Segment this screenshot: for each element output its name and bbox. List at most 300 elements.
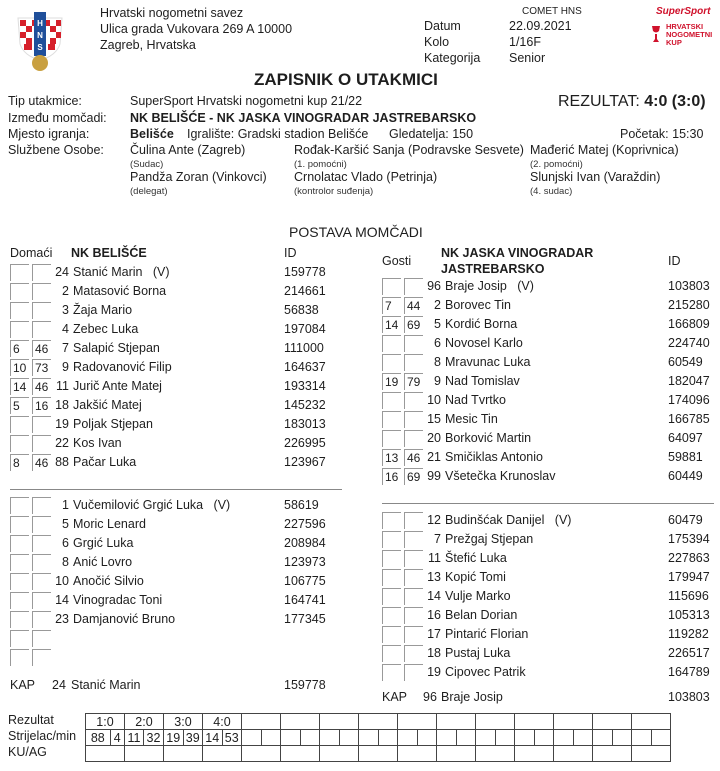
player-name: Borković Martin (445, 431, 532, 445)
system-label: COMET HNS (522, 6, 582, 17)
substitution-box-minute[interactable] (32, 516, 51, 533)
official-assistant-2: Mađerić Matej (Koprivnica) (530, 143, 679, 157)
player-entry (423, 334, 523, 353)
away-captain-id: 103803 (668, 690, 710, 704)
player-name: Pačar Luka (73, 455, 137, 469)
scorer-number-cell (359, 730, 379, 746)
kuag-cell (437, 746, 476, 762)
substitution-box-minute[interactable] (32, 416, 51, 433)
player-entry (51, 320, 138, 339)
player-name: Salapić Stjepan (73, 341, 160, 355)
substitution-box-order[interactable] (10, 573, 29, 590)
goal-minute-cell (261, 730, 281, 746)
player-name: Vinogradac Toni (73, 593, 163, 607)
player-number: 10 (427, 393, 441, 407)
score-cell (281, 714, 320, 730)
player-name: Zebec Luka (73, 322, 139, 336)
substitution-box-order[interactable] (10, 283, 29, 300)
substitution-box-minute[interactable] (404, 354, 423, 371)
substitution-box-order[interactable] (382, 664, 401, 681)
player-name: Belan Dorian (445, 608, 518, 622)
kuag-cell (164, 746, 203, 762)
substitution-box-order[interactable] (10, 649, 29, 666)
player-row (382, 391, 720, 410)
kuag-cell (125, 746, 164, 762)
player-name: Poljak Stjepan (73, 417, 153, 431)
player-number: 9 (434, 374, 441, 388)
result-value: 4:0 (3:0) (644, 93, 706, 110)
substitution-box-order[interactable] (382, 392, 401, 409)
substitution-box-minute[interactable] (404, 588, 423, 605)
kuag-cell (359, 746, 398, 762)
goal-minute-cell: 32 (143, 730, 163, 746)
substitution-box-order[interactable] (382, 335, 401, 352)
goal-minute-cell: 4 (110, 730, 124, 746)
official-fourth-role: (4. sudac) (530, 186, 573, 197)
player-number: 11 (56, 379, 69, 393)
player-id: 58619 (284, 498, 319, 512)
goal-minute-cell (378, 730, 398, 746)
substitution-box-order[interactable] (10, 592, 29, 609)
away-side-label: Gosti (382, 254, 412, 268)
player-entry (423, 644, 510, 663)
document-title: ZAPISNIK O UTAKMICI (254, 70, 438, 89)
player-number: 10 (55, 574, 69, 588)
player-entry (51, 553, 132, 572)
player-number: 4 (62, 322, 69, 336)
substitution-box-minute[interactable] (404, 512, 423, 529)
substitution-box-minute[interactable] (404, 278, 423, 295)
player-number: 5 (434, 317, 441, 331)
player-name: Prežgaj Stjepan (445, 532, 534, 546)
substitution-box-order[interactable] (382, 607, 401, 624)
teams-label: Između momčadi: (8, 111, 107, 125)
substitution-box-minute[interactable] (404, 607, 423, 624)
player-id: 179947 (668, 570, 710, 584)
score-row-scorer (86, 730, 671, 746)
player-entry (423, 530, 533, 549)
player-entry (51, 629, 73, 648)
kategorija-value: Senior (509, 51, 546, 65)
player-row (382, 448, 720, 467)
substitution-box-minute[interactable]: 46 (32, 378, 51, 395)
hns-logo (16, 10, 64, 72)
substitution-box-order[interactable] (382, 512, 401, 529)
substitution-box-minute[interactable] (32, 535, 51, 552)
player-entry (51, 572, 144, 591)
datum-label: Datum (424, 19, 461, 33)
player-entry (51, 591, 162, 610)
player-row (382, 467, 720, 486)
home-team-name: NK BELIŠĆE (71, 246, 147, 260)
kuag-cell (632, 746, 671, 762)
player-entry (423, 568, 506, 587)
scorer-number-cell (476, 730, 496, 746)
scorer-number-cell: 14 (203, 730, 223, 746)
substitution-box-order[interactable] (382, 550, 401, 567)
substitution-box-minute[interactable] (404, 569, 423, 586)
sponsor-logo (648, 4, 718, 54)
player-name: Cipovec Patrik (445, 665, 526, 679)
player-id: 59881 (668, 450, 703, 464)
goal-minute-cell (612, 730, 632, 746)
kuag-cell (86, 746, 125, 762)
player-id: 214661 (284, 284, 326, 298)
substitution-box-order[interactable]: 13 (382, 449, 401, 466)
home-side-label: Domaći (10, 246, 53, 260)
player-number: 23 (55, 612, 69, 626)
player-row (382, 334, 720, 353)
player-number: 8 (434, 355, 441, 369)
substitution-box-order[interactable]: 5 (10, 397, 29, 414)
substitution-box-minute[interactable] (32, 592, 51, 609)
player-name: Anočić Silvio (73, 574, 144, 588)
substitution-box-minute[interactable] (404, 664, 423, 681)
player-row (10, 434, 350, 453)
player-entry (423, 467, 555, 486)
home-captain-label: KAP (10, 678, 36, 692)
score-kuag-label: KU/AG (8, 745, 47, 759)
player-row (382, 410, 720, 429)
substitution-box-minute[interactable] (32, 302, 51, 319)
substitution-box-minute[interactable] (32, 497, 51, 514)
player-number: 19 (427, 665, 441, 679)
substitution-box-order[interactable] (382, 588, 401, 605)
player-row (10, 396, 350, 415)
score-cell (515, 714, 554, 730)
officials-label: Službene Osobe: (8, 143, 104, 157)
player-entry (423, 606, 517, 625)
player-row (382, 315, 720, 334)
substitution-box-minute[interactable]: 73 (32, 359, 51, 376)
player-row (382, 530, 720, 549)
player-name: Stanić Marin (V) (73, 265, 170, 279)
player-entry (423, 391, 506, 410)
trophy-icon (651, 25, 661, 43)
substitution-box-minute[interactable]: 69 (404, 468, 423, 485)
official-fourth: Slunjski Ivan (Varaždin) (530, 170, 661, 184)
player-row (382, 625, 720, 644)
substitution-box-order[interactable]: 7 (382, 297, 401, 314)
score-cell: 1:0 (86, 714, 125, 730)
player-id: 123973 (284, 555, 326, 569)
player-name: Radovanović Filip (73, 360, 172, 374)
substitution-box-order[interactable] (10, 416, 29, 433)
player-row (10, 496, 350, 515)
player-id: 174096 (668, 393, 710, 407)
substitution-box-order[interactable] (382, 278, 401, 295)
player-entry (51, 515, 146, 534)
kuag-cell (320, 746, 359, 762)
player-number: 1 (62, 498, 69, 512)
player-entry (423, 511, 571, 530)
substitution-box-order[interactable]: 6 (10, 340, 29, 357)
datum-value: 22.09.2021 (509, 19, 572, 33)
player-row (382, 568, 720, 587)
player-name: Novosel Karlo (445, 336, 523, 350)
player-entry (51, 282, 166, 301)
substitution-box-order[interactable]: 10 (10, 359, 29, 376)
player-entry (51, 453, 136, 472)
substitution-box-minute[interactable] (404, 550, 423, 567)
substitution-box-order[interactable] (10, 302, 29, 319)
substitution-box-order[interactable]: 14 (382, 316, 401, 333)
teams-value: NK BELIŠĆE - NK JASKA VINOGRADAR JASTREBARSKO (130, 111, 477, 125)
substitution-box-minute[interactable] (32, 435, 51, 452)
player-number: 3 (62, 303, 69, 317)
player-id: 208984 (284, 536, 326, 550)
cup-line-1: HRVATSKI (666, 22, 704, 31)
player-name: Jakšić Matej (73, 398, 142, 412)
player-entry (51, 377, 162, 396)
substitution-box-order[interactable] (10, 535, 29, 552)
player-entry (51, 534, 133, 553)
home-id-label: ID (284, 246, 297, 260)
player-number: 99 (427, 469, 441, 483)
substitution-box-minute[interactable] (404, 335, 423, 352)
substitution-box-order[interactable] (10, 554, 29, 571)
place-label: Mjesto igranja: (8, 127, 90, 141)
player-entry (423, 353, 530, 372)
substitution-box-order[interactable] (10, 497, 29, 514)
player-entry (423, 625, 528, 644)
player-entry (423, 549, 507, 568)
away-captain-num: 96 (423, 690, 437, 704)
player-name: Štefić Luka (445, 551, 507, 565)
substitution-box-minute[interactable]: 16 (32, 397, 51, 414)
player-id: 64097 (668, 431, 703, 445)
substitution-box-minute[interactable] (32, 649, 51, 666)
kuag-cell (476, 746, 515, 762)
player-id: 183013 (284, 417, 326, 431)
player-id: 164637 (284, 360, 326, 374)
player-name: Mravunac Luka (445, 355, 531, 369)
player-row (382, 606, 720, 625)
player-name: Pintarić Florian (445, 627, 529, 641)
substitution-box-minute[interactable] (32, 264, 51, 281)
substitution-box-minute[interactable]: 46 (404, 449, 423, 466)
player-row (10, 453, 350, 472)
player-id: 123967 (284, 455, 326, 469)
substitution-box-order[interactable] (382, 645, 401, 662)
goal-minute-cell (573, 730, 593, 746)
official-assistant-1: Rođak-Karšić Sanja (Podravske Sesvete) (294, 143, 524, 157)
score-scorer-label: Strijelac/min (8, 729, 77, 743)
substitution-box-order[interactable]: 19 (382, 373, 401, 390)
player-id: 224740 (668, 336, 710, 350)
substitution-box-minute[interactable]: 79 (404, 373, 423, 390)
player-row (10, 339, 350, 358)
player-row (382, 372, 720, 391)
player-id: 226517 (668, 646, 710, 660)
player-row (10, 263, 350, 282)
player-row (382, 429, 720, 448)
player-number: 21 (427, 450, 441, 464)
substitution-box-minute[interactable]: 46 (32, 454, 51, 471)
score-result-label: Rezultat (8, 713, 54, 727)
substitution-box-order[interactable] (382, 531, 401, 548)
federation-city: Zagreb, Hrvatska (100, 38, 196, 52)
substitution-box-order[interactable]: 16 (382, 468, 401, 485)
player-row (382, 644, 720, 663)
substitution-box-minute[interactable] (404, 645, 423, 662)
substitution-box-minute[interactable] (32, 321, 51, 338)
player-id: 227863 (668, 551, 710, 565)
ground-text: Igralište: Gradski stadion Belišće (187, 127, 369, 141)
goal-minute-cell (456, 730, 476, 746)
substitution-box-minute[interactable] (32, 630, 51, 647)
player-row (10, 358, 350, 377)
lineup-title: POSTAVA MOMČADI (289, 224, 423, 240)
substitution-box-minute[interactable] (32, 554, 51, 571)
player-number: 2 (434, 298, 441, 312)
score-cell (437, 714, 476, 730)
player-row (10, 301, 350, 320)
player-entry (423, 315, 517, 334)
goal-minute-cell (300, 730, 320, 746)
substitution-box-order[interactable] (10, 435, 29, 452)
substitution-box-minute[interactable] (32, 611, 51, 628)
scorer-number-cell (398, 730, 418, 746)
start-time: Početak: 15:30 (620, 127, 704, 141)
substitution-box-order[interactable] (382, 626, 401, 643)
player-id: 182047 (668, 374, 710, 388)
substitution-box-order[interactable] (382, 430, 401, 447)
substitution-box-minute[interactable]: 69 (404, 316, 423, 333)
player-entry (51, 339, 160, 358)
cup-line-2: NOGOMETNI (666, 30, 713, 39)
scoring-table (85, 713, 671, 762)
player-name: Smičiklas Antonio (445, 450, 543, 464)
player-number: 16 (427, 608, 441, 622)
goal-minute-cell (495, 730, 515, 746)
player-id: 193314 (284, 379, 326, 393)
player-name: Damjanović Bruno (73, 612, 176, 626)
goal-minute-cell: 39 (183, 730, 203, 746)
federation-name: Hrvatski nogometni savez (100, 6, 244, 20)
substitution-box-order[interactable] (10, 611, 29, 628)
score-cell: 4:0 (203, 714, 242, 730)
supersport-logo: SuperSport (656, 6, 711, 17)
substitution-box-minute[interactable]: 46 (32, 340, 51, 357)
player-name: Všetečka Krunoslav (445, 469, 556, 483)
player-number: 24 (55, 265, 69, 279)
player-id: 159778 (284, 265, 326, 279)
player-id: 227596 (284, 517, 326, 531)
substitution-box-minute[interactable]: 44 (404, 297, 423, 314)
player-id: 145232 (284, 398, 326, 412)
kuag-cell (398, 746, 437, 762)
player-number: 12 (427, 513, 441, 527)
substitution-box-order[interactable] (10, 516, 29, 533)
scorer-number-cell: 19 (164, 730, 184, 746)
player-number: 88 (55, 455, 69, 469)
kuag-cell (554, 746, 593, 762)
player-name: Borovec Tin (445, 298, 512, 312)
score-cell (359, 714, 398, 730)
player-row (10, 553, 350, 572)
substitution-box-minute[interactable] (404, 531, 423, 548)
substitution-box-minute[interactable] (404, 430, 423, 447)
player-number: 14 (427, 589, 441, 603)
player-entry (51, 358, 172, 377)
substitution-box-minute[interactable] (404, 626, 423, 643)
substitution-box-order[interactable]: 14 (10, 378, 29, 395)
player-id: 166809 (668, 317, 710, 331)
away-captain-name: Braje Josip (441, 690, 503, 704)
substitution-box-minute[interactable] (404, 411, 423, 428)
player-name: Mesic Tin (445, 412, 498, 426)
player-name: Vulje Marko (445, 589, 511, 603)
player-name: Kordić Borna (445, 317, 518, 331)
player-name: Jurič Ante Matej (73, 379, 162, 393)
player-name: Žaja Mario (73, 303, 133, 317)
scorer-number-cell (515, 730, 535, 746)
substitution-box-order[interactable] (382, 569, 401, 586)
substitution-box-minute[interactable] (32, 283, 51, 300)
player-name: Nad Tomislav (445, 374, 520, 388)
player-id: 60449 (668, 469, 703, 483)
federation-address: Ulica grada Vukovara 269 A 10000 (100, 22, 293, 36)
scorer-number-cell (242, 730, 262, 746)
player-row (10, 515, 350, 534)
scorer-number-cell: 11 (125, 730, 144, 746)
kolo-value: 1/16F (509, 35, 541, 49)
player-row (382, 296, 720, 315)
away-captain-label: KAP (382, 690, 408, 704)
score-cell (476, 714, 515, 730)
player-entry (51, 415, 153, 434)
kuag-cell (281, 746, 320, 762)
player-entry (423, 296, 511, 315)
player-entry (423, 448, 543, 467)
kuag-cell (242, 746, 281, 762)
tip-value: SuperSport Hrvatski nogometni kup 21/22 (130, 94, 363, 108)
player-row (382, 511, 720, 530)
player-row (10, 629, 350, 648)
substitution-box-order[interactable]: 8 (10, 454, 29, 471)
official-assistant-1-role: (1. pomoćni) (294, 159, 347, 170)
substitution-box-minute[interactable] (32, 573, 51, 590)
player-number: 18 (427, 646, 441, 660)
player-name: Kos Ivan (73, 436, 122, 450)
cup-line-3: KUP (666, 38, 682, 47)
substitution-box-order[interactable] (10, 321, 29, 338)
player-number: 96 (427, 279, 441, 293)
player-entry (51, 301, 132, 320)
player-name: Anić Lovro (73, 555, 133, 569)
substitution-box-order[interactable] (10, 264, 29, 281)
player-number: 5 (62, 517, 69, 531)
spectators-text: Gledatelja: 150 (389, 127, 474, 141)
home-divider (10, 489, 342, 490)
player-number: 19 (55, 417, 69, 431)
substitution-box-order[interactable] (382, 354, 401, 371)
player-row (10, 320, 350, 339)
player-row (10, 377, 350, 396)
scorer-number-cell (632, 730, 652, 746)
player-number: 14 (55, 593, 69, 607)
kuag-cell (203, 746, 242, 762)
substitution-box-minute[interactable] (404, 392, 423, 409)
scorer-number-cell (281, 730, 301, 746)
substitution-box-order[interactable] (10, 630, 29, 647)
substitution-box-order[interactable] (382, 411, 401, 428)
player-id: 60549 (668, 355, 703, 369)
official-controller: Crnolatac Vlado (Petrinja) (294, 170, 438, 184)
player-number: 18 (55, 398, 69, 412)
official-delegate: Pandža Zoran (Vinkovci) (130, 170, 267, 184)
